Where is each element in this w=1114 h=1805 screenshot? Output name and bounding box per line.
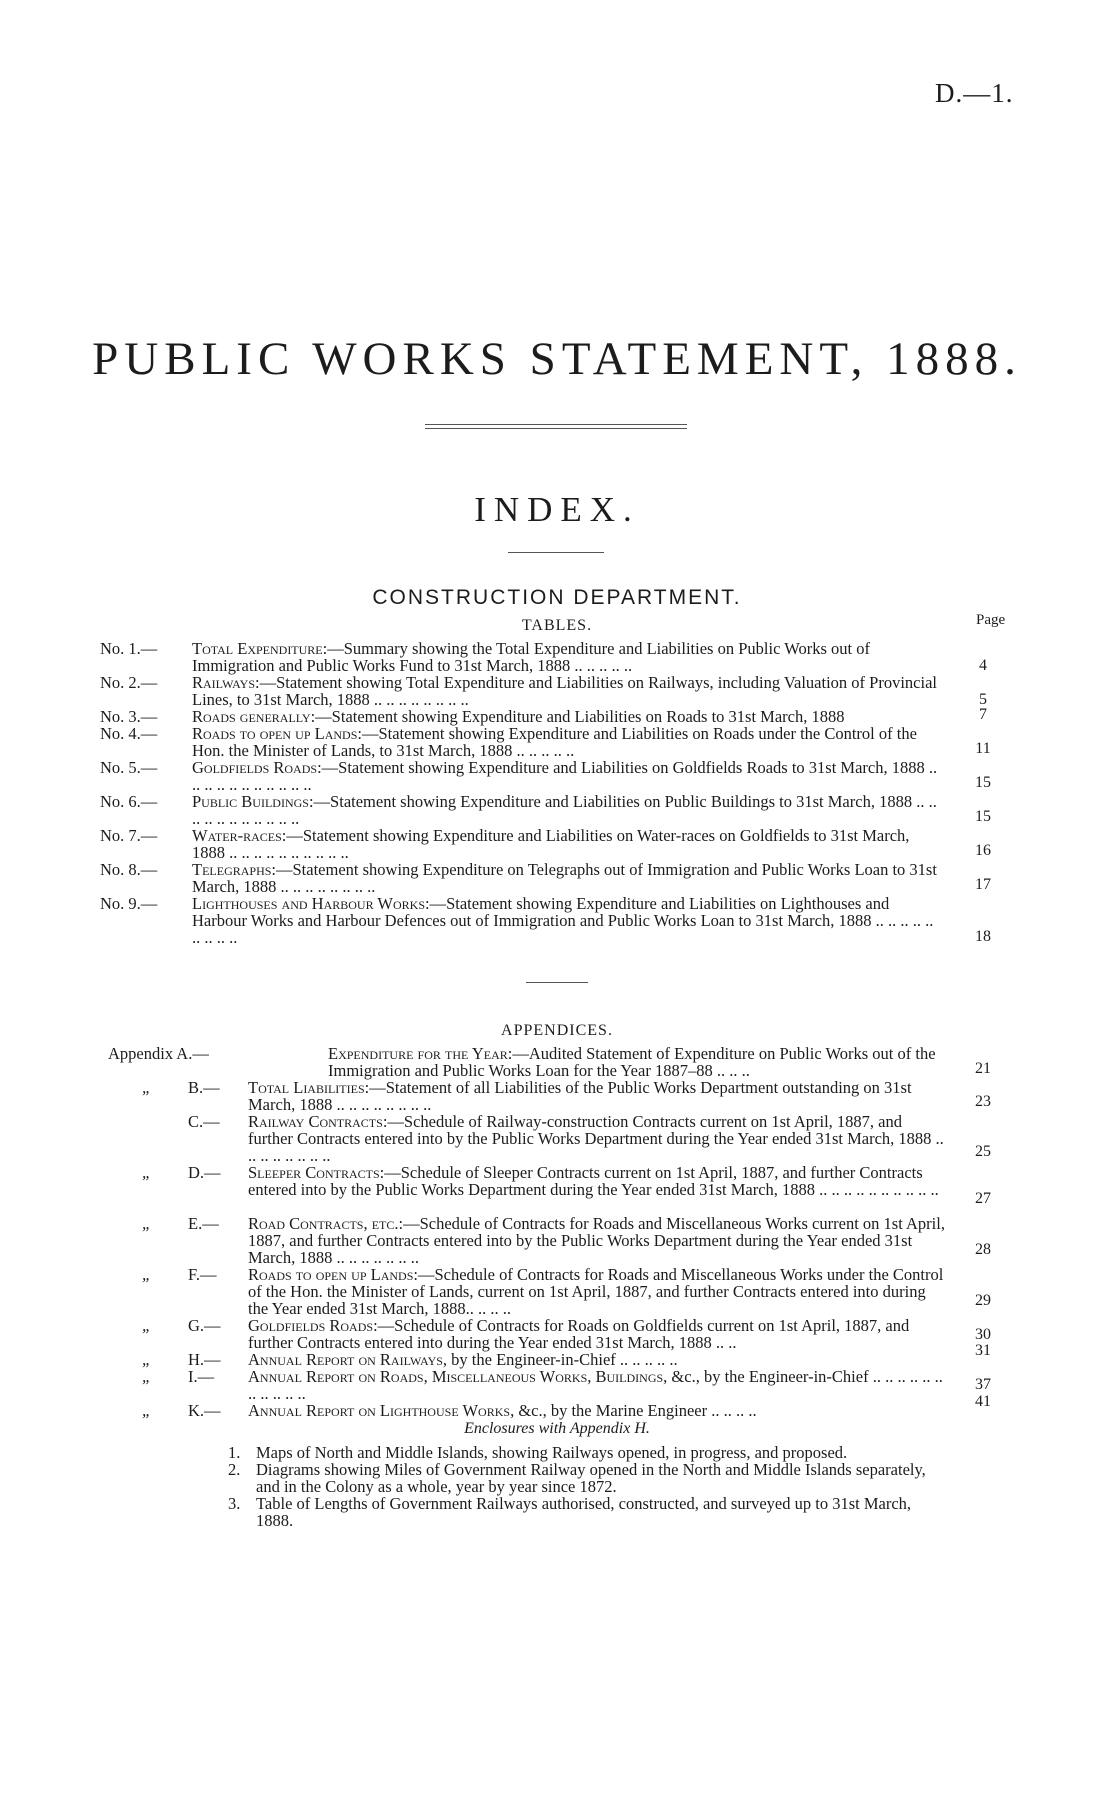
page-number: 25 <box>975 1143 991 1160</box>
entry-number: No. 5.— <box>100 758 158 777</box>
appendix-text: :—Schedule of Contracts for Roads and Miscellaneous Works current on 1st April, 1887, and further Contracts entered into by the Public Works Department during the Year ended 31st March, 1888 .. .. .. .. .. .. .. <box>248 1214 945 1267</box>
page-column-heading: Page <box>976 612 1006 628</box>
enclosure-text: Table of Lengths of Government Railways authorised, constructed, and surveyed up to 31st March, 1888. <box>256 1494 912 1530</box>
entry-heading: Total Expenditure <box>192 639 323 658</box>
enclosure-text: Maps of North and Middle Islands, showing Railways opened, in progress, and proposed. <box>256 1443 848 1462</box>
page-number: 17 <box>975 876 991 893</box>
appendix-heading: Annual Report on Lighthouse Works <box>248 1401 511 1420</box>
appendix-entry-f <box>108 1266 948 1317</box>
appendix-heading: Sleeper Contracts <box>248 1163 380 1182</box>
table-entry-9 <box>100 895 940 946</box>
entry-heading: Water-races <box>192 826 282 845</box>
appendix-label: H.— <box>188 1350 221 1369</box>
page-number: 27 <box>975 1190 991 1207</box>
appendix-heading: Road Contracts, etc. <box>248 1214 399 1233</box>
entry-text: :—Statement showing Expenditure and Liabilities on Roads under the Control of the Hon. the Minister of Lands, to 31st March, 1888 .. .. .. .. .. <box>192 724 917 760</box>
entry-text: :—Statement showing Expenditure and Liabilities on Lighthouses and Harbour Works and Harbour Defences out of Immigration and Public Works Loan to 31st March, 1888 .. .. .. .. .. .. .. .. .. <box>192 894 934 947</box>
page-number: 7 <box>979 706 987 723</box>
section-divider <box>526 982 588 983</box>
appendix-text: :—Statement of all Liabilities of the Public Works Department outstanding on 31st March, 1888 .. .. .. .. .. .. .. .. <box>248 1078 912 1114</box>
ditto-mark: „ <box>142 1316 152 1335</box>
entry-text: :—Statement showing Expenditure and Liabilities on Water-races on Goldfields to 31st March, 1888 .. .. .. .. .. .. .. .. .. .. <box>192 826 910 862</box>
appendix-entry-i <box>108 1368 948 1402</box>
appendix-heading: Railway Contracts <box>248 1112 383 1131</box>
department-heading: CONSTRUCTION DEPARTMENT. <box>372 586 742 609</box>
page-number: 31 <box>975 1342 991 1359</box>
entry-heading: Roads generally <box>192 707 311 726</box>
entry-number: No. 2.— <box>100 673 158 692</box>
table-entry-6 <box>100 793 940 827</box>
page-number: 41 <box>975 1393 991 1410</box>
appendix-entry-d <box>108 1164 948 1198</box>
appendix-label: B.— <box>188 1078 220 1097</box>
page-number: 5 <box>979 691 987 708</box>
entry-text: :—Statement showing Expenditure and Liabilities on Roads to 31st March, 1888 <box>310 707 845 726</box>
page-number: 15 <box>975 808 991 825</box>
entry-number: No. 3.— <box>100 707 158 726</box>
entry-text: :—Statement showing Expenditure on Telegraphs out of Immigration and Public Works Loan to 31st March, 1888 .. .. .. .. .. .. .. .. <box>192 860 937 896</box>
table-entry-8 <box>100 861 940 895</box>
enclosure-text: Diagrams showing Miles of Government Railway opened in the North and Middle Islands separately, and in the Colony as a whole, year by year since 1872. <box>256 1460 926 1496</box>
title-divider <box>425 424 687 425</box>
table-entry-2 <box>100 674 940 708</box>
appendix-text: , by the Engineer-in-Chief .. .. .. .. .. <box>442 1350 678 1369</box>
page-number: 28 <box>975 1241 991 1258</box>
entry-heading: Public Buildings <box>192 792 309 811</box>
enclosure-item <box>228 1461 948 1495</box>
appendix-label: G.— <box>188 1316 221 1335</box>
page-number: 30 <box>975 1326 991 1343</box>
entry-number: No. 8.— <box>100 860 158 879</box>
entry-heading: Railways <box>192 673 256 692</box>
entry-text: :—Summary showing the Total Expenditure and Liabilities on Public Works out of Immigration and Public Works Fund to 31st March, 1888 .. .. .. .. .. <box>192 639 870 675</box>
page-number: 29 <box>975 1292 991 1309</box>
enclosure-item <box>228 1444 948 1461</box>
enclosure-number: 2. <box>228 1460 241 1479</box>
appendix-entry-b <box>108 1079 948 1113</box>
appendix-entry-k <box>108 1402 948 1419</box>
appendix-text: :—Schedule of Railway-construction Contracts current on 1st April, 1887, and further Contracts entered into by the Public Works Department during the Year ended 31st March, 1888 .. .. .. .. .. .. .. .. <box>248 1112 944 1165</box>
page-number: 15 <box>975 774 991 791</box>
entry-number: No. 7.— <box>100 826 158 845</box>
enclosure-number: 1. <box>228 1443 241 1462</box>
entry-number: No. 4.— <box>100 724 158 743</box>
table-entry-5 <box>100 759 940 793</box>
entry-heading: Lighthouses and Harbour Works <box>192 894 425 913</box>
page-number: 16 <box>975 842 991 859</box>
appendix-heading: Expenditure for the Year <box>328 1044 508 1063</box>
appendix-entry-c <box>108 1113 948 1164</box>
appendix-label: D.— <box>188 1163 221 1182</box>
appendix-text: :—Audited Statement of Expenditure on Public Works out of the Immigration and Public Works Loan for the Year 1887–88 .. .. .. <box>328 1044 936 1080</box>
tables-heading: TABLES. <box>521 617 593 634</box>
appendix-label: Appendix A.— <box>108 1044 209 1063</box>
ditto-mark: „ <box>142 1214 152 1233</box>
page-title: PUBLIC WORKS STATEMENT, 1888. <box>92 333 1022 385</box>
appendix-label: E.— <box>188 1214 219 1233</box>
index-heading: INDEX. <box>474 490 640 529</box>
index-divider <box>508 552 604 553</box>
appendix-heading: Total Liabilities <box>248 1078 365 1097</box>
entry-heading: Goldfields Roads <box>192 758 318 777</box>
appendix-heading: Goldfields Roads <box>248 1316 374 1335</box>
page-number: 37 <box>975 1376 991 1393</box>
page-number: 21 <box>975 1060 991 1077</box>
appendix-text: , &c., by the Marine Engineer .. .. .. .. <box>510 1401 757 1420</box>
appendix-heading: Annual Report on Roads, Miscellaneous Works, Buildings <box>248 1367 664 1386</box>
appendix-label: I.— <box>188 1367 215 1386</box>
page-number: 23 <box>975 1093 991 1110</box>
appendix-heading: Roads to open up Lands <box>248 1265 414 1284</box>
appendix-text: :—Schedule of Sleeper Contracts current on 1st April, 1887, and further Contracts entered into by the Public Works Department during the Year ended 31st March, 1888 .. .. .. .. .. .. .. .. .. .. <box>248 1163 939 1199</box>
table-entry-1 <box>100 640 940 674</box>
appendix-heading: Annual Report on Railways <box>248 1350 443 1369</box>
ditto-mark: „ <box>142 1367 152 1386</box>
appendix-entry-a <box>108 1045 948 1079</box>
appendix-text: :—Schedule of Contracts for Roads on Goldfields current on 1st April, 1887, and further Contracts entered into during the Year ended 31st March, 1888 .. .. <box>248 1316 910 1352</box>
entry-text: :—Statement showing Expenditure and Liabilities on Public Buildings to 31st March, 1888 .. .. .. .. .. .. .. .. .. .. .. <box>192 792 937 828</box>
enclosure-number: 3. <box>228 1494 241 1513</box>
table-entry-3 <box>100 708 940 725</box>
enclosure-item <box>228 1495 948 1529</box>
table-entry-7 <box>100 827 940 861</box>
ditto-mark: „ <box>142 1078 152 1097</box>
appendix-text: , &c., by the Engineer-in-Chief .. .. .. .. .. .. .. .. .. .. .. <box>248 1367 943 1403</box>
appendix-label: F.— <box>188 1265 217 1284</box>
appendix-label: C.— <box>188 1112 220 1131</box>
page-number: 18 <box>975 928 991 945</box>
document-reference: D.—1. <box>935 78 1014 108</box>
ditto-mark: „ <box>142 1265 152 1284</box>
entry-number: No. 6.— <box>100 792 158 811</box>
page-number: 4 <box>979 657 987 674</box>
title-divider-2 <box>425 428 687 429</box>
appendix-entry-e <box>108 1215 948 1266</box>
entry-text: :—Statement showing Expenditure and Liabilities on Goldfields Roads to 31st March, 1888 .. .. .. .. .. .. .. .. .. .. .. <box>192 758 938 794</box>
page-number: 11 <box>975 740 991 757</box>
table-entry-4 <box>100 725 940 759</box>
entry-heading: Roads to open up Lands <box>192 724 358 743</box>
entry-text: :—Statement showing Total Expenditure and Liabilities on Railways, including Valuation of Provincial Lines, to 31st March, 1888 .. .. .. .. .. .. .. .. <box>192 673 937 709</box>
appendix-entry-g <box>108 1317 948 1351</box>
enclosures-heading: Enclosures with Appendix H. <box>464 1420 650 1437</box>
appendices-heading: APPENDICES. <box>501 1022 613 1039</box>
appendix-label: K.— <box>188 1401 221 1420</box>
ditto-mark: „ <box>142 1350 152 1369</box>
ditto-mark: „ <box>142 1401 152 1420</box>
appendix-entry-h <box>108 1351 948 1368</box>
entry-number: No. 1.— <box>100 639 158 658</box>
entry-heading: Telegraphs <box>192 860 272 879</box>
ditto-mark: „ <box>142 1163 152 1182</box>
appendix-text: :—Schedule of Contracts for Roads and Miscellaneous Works under the Control of the Hon. the Minister of Lands, current on 1st April, 1887, and further Contracts entered into during the Year ended 31st March, 1888.. .. .. .. <box>248 1265 944 1318</box>
entry-number: No. 9.— <box>100 894 158 913</box>
